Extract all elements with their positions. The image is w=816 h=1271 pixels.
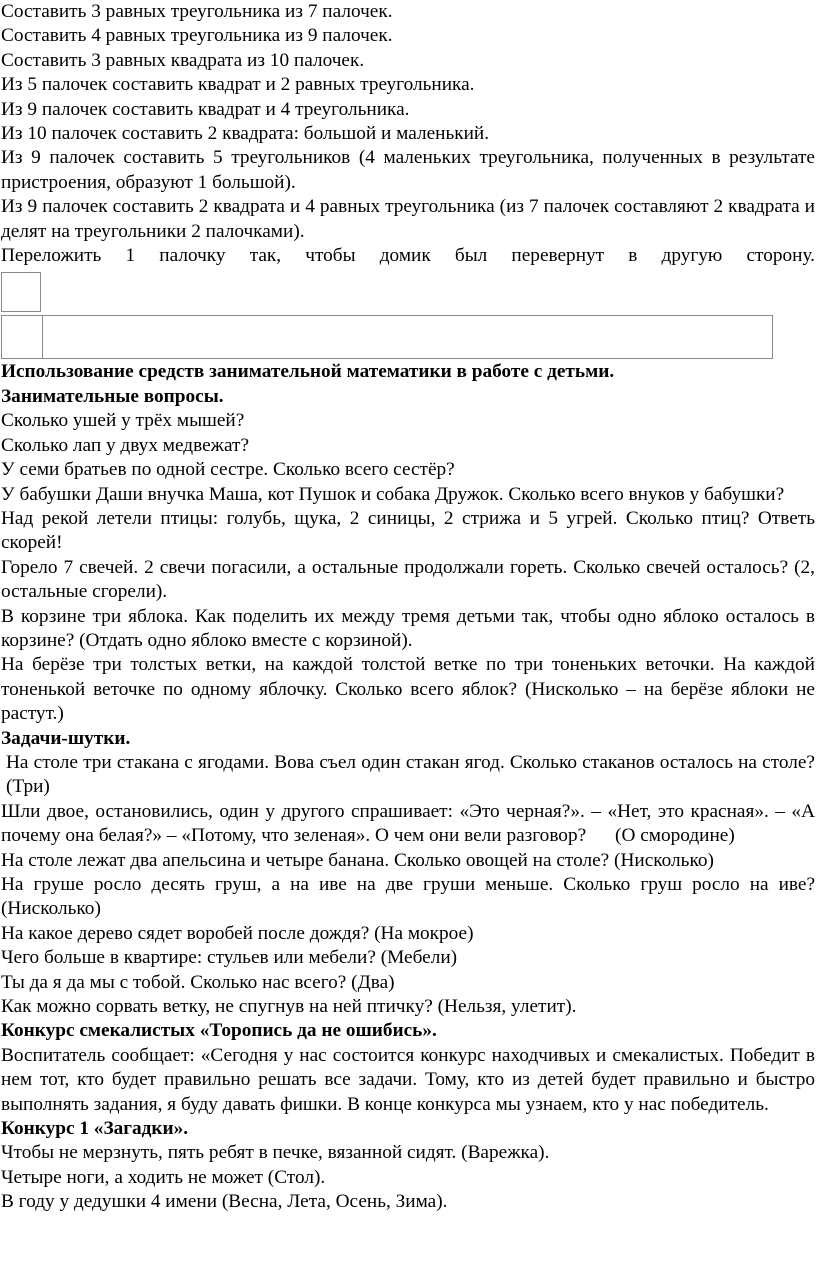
question-item: На берёзе три толстых ветки, на каждой толстой ветке по три тоненьких веточки. На каждой тоненькой веточке по одному яблочку. Сколько всего яблок? (Нисколько – на берёзе яблоки не растут.) [1,654,815,725]
question-item: В корзине три яблока. Как поделить их между тремя детьми так, чтобы одно яблоко осталось в корзине? (Отдать одно яблоко вместе с корзиной). [1,605,815,651]
question-item: Сколько лап у двух медвежат? [1,434,250,456]
jokes-heading: Задачи-шутки. [1,727,131,749]
empty-figure-boxes [1,268,815,360]
question-item: У семи братьев по одной сестре. Сколько всего сестёр? [1,459,455,481]
joke-item: Как можно сорвать ветку, не спугнув на ней птичку? (Нельзя, улетит). [1,996,577,1018]
task-line: Из 5 палочек составить квадрат и 2 равных треугольника. [1,74,475,96]
question-item: Над рекой летели птицы: голубь, щука, 2 синицы, 2 стрижа и 5 угрей. Сколько птиц? Ответь скорей! [1,507,815,554]
riddle-item: В году у дедушки 4 имени (Весна, Лета, Осень, Зима). [1,1191,448,1213]
empty-square-box [1,315,43,359]
joke-item: На столе лежат два апельсина и четыре банана. Сколько овощей на столе? (Нисколько) [1,849,714,871]
contest-text: Воспитатель сообщает: «Сегодня у нас состоится конкурс находчивых и смекалистых. Победит в нем тот, кто будет правильно решать все задачи. Тому, кто из детей будет правильно и быстро выполнять задания, я буду давать фишки. В конце конкурса мы узнаем, кто у нас победитель. [1,1044,815,1115]
task-line: Составить 4 равных треугольника из 9 палочек. [1,25,393,47]
document-page [1,0,815,1215]
task-line: Из 9 палочек составить квадрат и 4 треугольника. [1,98,410,120]
task-line: Переложить 1 палочку так, чтобы домик был перевернут в другую сторону. [1,245,815,267]
task-line: Из 10 палочек составить 2 квадрата: большой и маленький. [1,123,490,145]
joke-item: На какое дерево сядет воробей после дождя? (На мокрое) [1,922,474,944]
joke-item: Ты да я да мы с тобой. Сколько нас всего? (Два) [1,971,395,993]
riddle-item: Четыре ноги, а ходить не может (Стол). [1,1166,326,1188]
joke-item: На груше росло десять груш, а на иве на две груши меньше. Сколько груш росло на иве? (Нисколько) [1,874,815,920]
question-item: Горело 7 свечей. 2 свечи погасили, а остальные продолжали гореть. Сколько свечей осталось? (2, остальные сгорели). [1,556,815,603]
joke-item: Чего больше в квартире: стульев или мебели? (Мебели) [1,947,458,969]
task-line: Из 9 палочек составить 2 квадрата и 4 равных треугольника (из 7 палочек составляют 2 квадрата и делят на треугольники 2 палочками). [1,196,815,242]
task-line: Составить 3 равных треугольника из 7 палочек. [1,1,393,22]
joke-item: На столе три стакана с ягодами. Вова съел один стакан ягод. Сколько стаканов осталось на столе? (Три) [6,751,815,798]
empty-wide-box [1,315,773,359]
task-line: Составить 3 равных квадрата из 10 палочек. [1,49,365,71]
riddle-item: Чтобы не мерзнуть, пять ребят в печке, вязанной сидят. (Варежка). [1,1142,550,1164]
question-item: Сколько ушей у трёх мышей? [1,410,245,432]
questions-heading: Занимательные вопросы. [1,385,224,407]
section-heading: Использование средств занимательной математики в работе с детьми. [1,361,615,383]
question-item: У бабушки Даши внучка Маша, кот Пушок и собака Дружок. Сколько всего внуков у бабушки? [1,483,785,505]
task-line: Из 9 палочек составить 5 треугольников (4 маленьких треугольника, полученных в результате пристроения, образуют 1 большой). [1,147,815,193]
contest-heading: Конкурс смекалистых «Торопись да не ошибись». [1,1020,437,1042]
contest1-heading: Конкурс 1 «Загадки». [1,1118,189,1140]
joke-item: Шли двое, остановились, один у другого спрашивает: «Это черная?». – «Нет, это красная». – «А почему она белая?» – «Потому, что зеленая». О чем они вели разговор? (О смородине) [1,800,815,847]
empty-square-box [1,272,41,312]
